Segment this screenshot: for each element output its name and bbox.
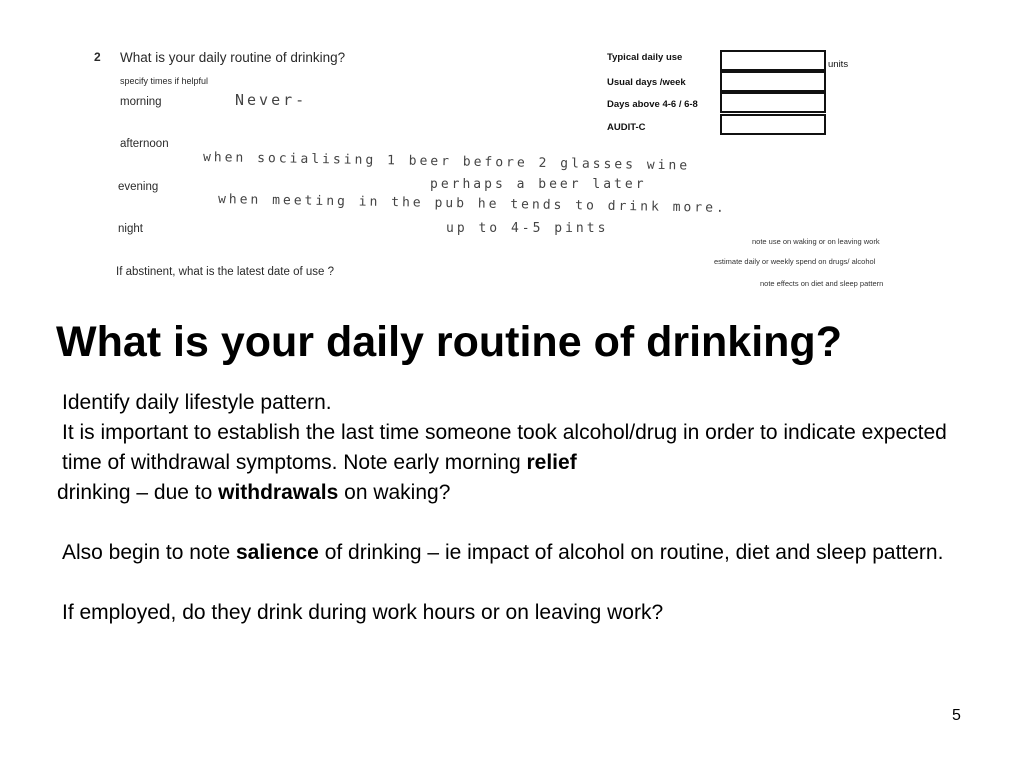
p2-a: Also begin to note [62, 541, 236, 564]
table-label-days-above: Days above 4-6 / 6-8 [607, 99, 698, 110]
paragraph-3: If employed, do they drink during work hours or on leaving work? [62, 601, 664, 624]
table-label-audit-c: AUDIT-C [607, 122, 646, 133]
note-diet-sleep: note effects on diet and sleep pattern [760, 279, 884, 288]
question-number: 2 [94, 50, 101, 64]
row-label-evening: evening [118, 181, 159, 193]
form-hint: specify times if helpful [120, 76, 209, 86]
p1-line2: It is important to establish the last time someone took alcohol/drug in order to indicate expected time of withdrawal symptoms. Note early morning [62, 421, 947, 474]
table-box-typical-daily-use [720, 50, 826, 71]
p1-line4: on waking? [338, 481, 451, 504]
table-box-audit-c [720, 114, 826, 135]
slide-title: What is your daily routine of drinking? [56, 318, 842, 366]
row-label-morning: morning [120, 96, 162, 108]
handwriting-line2: when meeting in the pub he tends to drink more. [217, 192, 727, 216]
p2-b: of drinking – ie impact of alcohol on routine, diet and sleep pattern. [318, 541, 944, 564]
note-spend: estimate daily or weekly spend on drugs/ alcohol [714, 257, 876, 266]
table-label-typical-daily-use: Typical daily use [607, 52, 683, 63]
term-salience: salience [235, 541, 319, 564]
handwriting-line4: up to 4-5 pints [446, 221, 609, 236]
note-waking: note use on waking or on leaving work [752, 237, 880, 246]
handwriting-morning: Never- [235, 91, 308, 109]
p1-line3: drinking – due to [57, 481, 219, 504]
handwriting-line3: perhaps a beer later [430, 177, 647, 192]
term-withdrawals: withdrawals [218, 481, 339, 504]
paragraph-1 [57, 388, 962, 508]
row-label-afternoon: afternoon [120, 138, 169, 150]
scanned-form-image [0, 0, 1024, 300]
slide-body [57, 388, 962, 628]
units-label: units [828, 59, 849, 70]
table-box-usual-days [720, 71, 826, 92]
table-box-days-above [720, 92, 826, 113]
p1-line1: Identify daily lifestyle pattern. [62, 391, 332, 414]
form-question: What is your daily routine of drinking? [120, 50, 346, 65]
term-relief: relief [526, 451, 577, 474]
abstinent-question: If abstinent, what is the latest date of use ? [116, 266, 334, 278]
handwriting-line1: when socialising 1 beer before 2 glasses wine [202, 150, 691, 174]
page-number: 5 [952, 707, 961, 724]
table-label-usual-days: Usual days /week [607, 77, 686, 88]
row-label-night: night [118, 223, 143, 235]
paragraph-2 [62, 538, 962, 568]
